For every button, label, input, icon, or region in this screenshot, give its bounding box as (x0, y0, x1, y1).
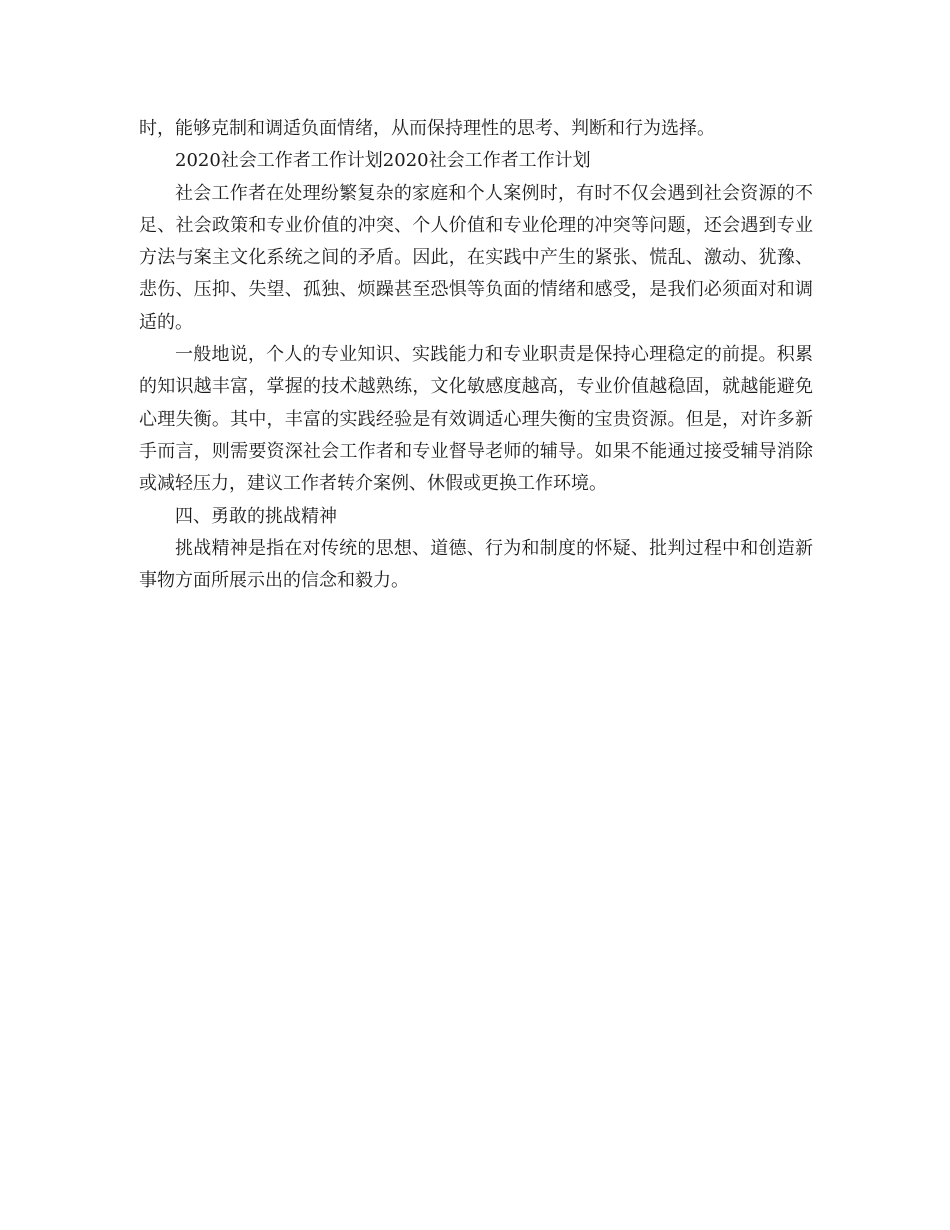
section-heading-challenge-spirit: 四、勇敢的挑战精神 (175, 505, 337, 527)
paragraph-continuation: 时，能够克制和调适负面情绪，从而保持理性的思考、判断和行为选择。 (139, 118, 715, 139)
paragraph-challenge-definition: 挑战精神是指在对传统的思想、道德、行为和制度的怀疑、批判过程中和创造新事物方面所展示出的信念和毅力。 (139, 537, 813, 592)
paragraph-negative-emotions: 社会工作者在处理纷繁复杂的家庭和个人案例时，有时不仅会遇到社会资源的不足、社会政策和专业价值的冲突、个人价值和专业伦理的冲突等问题，还会遇到专业方法与案主文化系统之间的矛盾。因此，在实践中产生的紧张、慌乱、激动、犹豫、悲伤、压抑、失望、孤独、烦躁甚至恐惧等负面的情绪和感受，是我们必须面对和调适的。 (139, 182, 813, 333)
paragraph-plan-title: 2020社会工作者工作计划2020社会工作者工作计划 (175, 150, 591, 172)
paragraph-psychological-stability: 一般地说，个人的专业知识、实践能力和专业职责是保持心理稳定的前提。积累的知识越丰富，掌握的技术越熟练，文化敏感度越高，专业价值越稳固，就越能避免心理失衡。其中，丰富的实践经验是有效调适心理失衡的宝贵资源。但是，对许多新手而言，则需要资深社会工作者和专业督导老师的辅导。如果不能通过接受辅导消除或减轻压力，建议工作者转介案例、休假或更换工作环境。 (139, 344, 813, 495)
document-body (139, 113, 813, 597)
